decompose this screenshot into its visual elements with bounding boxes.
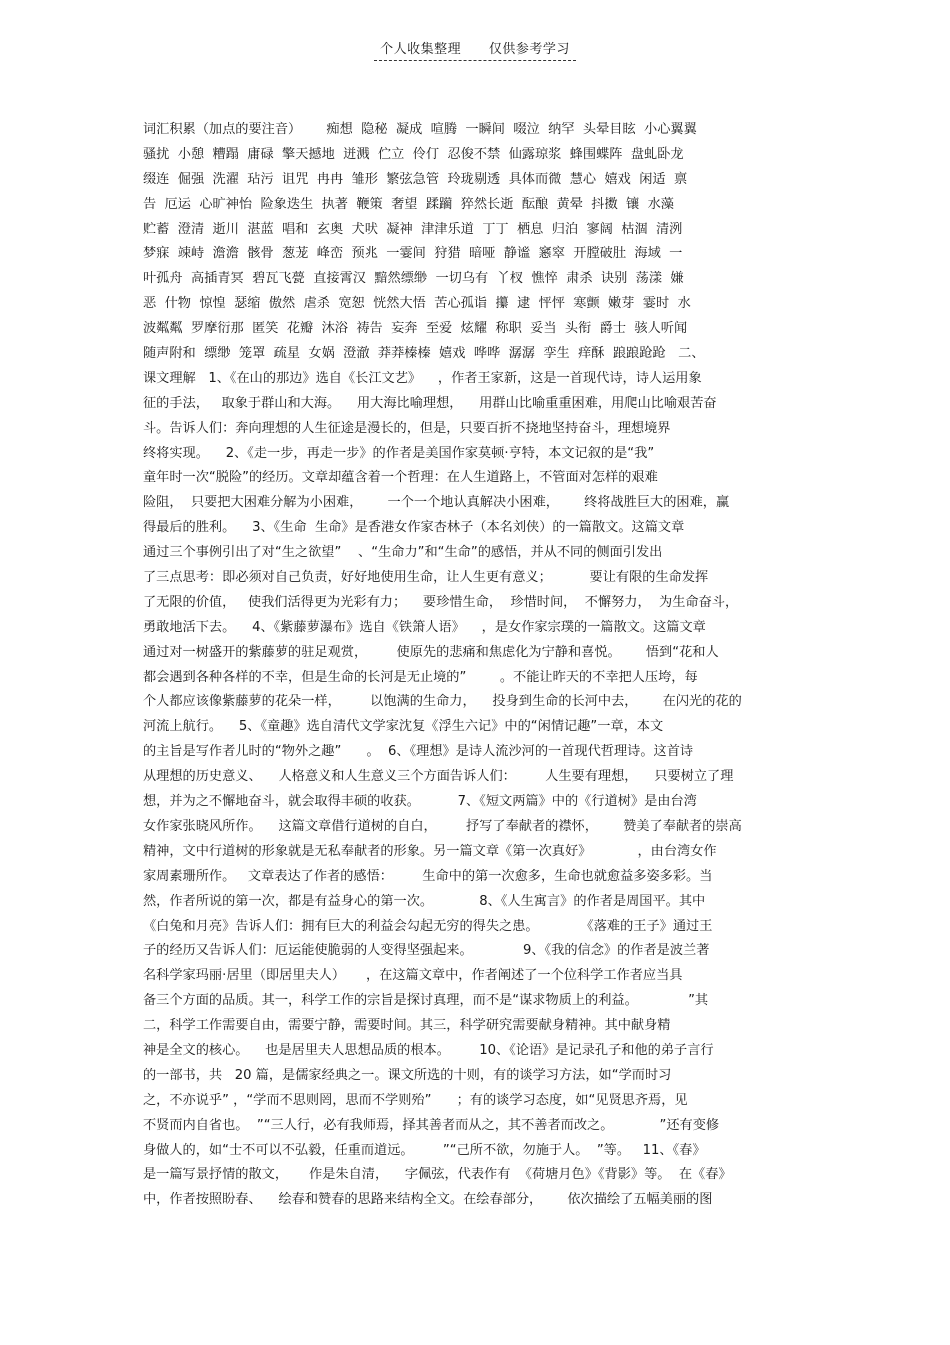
text-line: 从理想的历史意义、 人格意义和人生意义三个方面告诉人们： 人生要有理想， 只要树立了理	[143, 769, 734, 785]
text-line: 子的经历又告诉人们：厄运能使脆弱的人变得坚强起来。 9、《我的信念》的作者是波兰著	[143, 943, 710, 959]
text-line: 勇敢地活下去。 4、《紫藤萝瀑布》选自《铁箫人语》 ，是女作家宗璞的一篇散文。这篇文章	[143, 619, 706, 635]
text-line: 神是全文的核心。 也是居里夫人思想品质的根本。 10、《论语》是记录孔子和他的弟子言行	[143, 1042, 714, 1058]
text-line: 波粼粼 罗摩衍那 匿笑 花瓣 沐浴 祷告 妄奔 至爱 炫耀 称职 妥当 头衔 爵士 骇人听闻	[143, 321, 688, 337]
text-line: 河流上航行。 5、《童趣》选自清代文学家沈复《浮生六记》中的“闲情记趣”一章，本文	[143, 719, 664, 735]
text-line: 通过对一树盛开的紫藤萝的驻足观赏， 使原先的悲痛和焦虑化为宁静和喜悦。 悟到“花和人	[143, 644, 719, 660]
text-line: 二，科学工作需要自由，需要宁静，需要时间。其三，科学研究需要献身精神。其中献身精	[143, 1018, 671, 1034]
text-line: 不贤而内自省也。 ”“三人行，必有我师焉，择其善者而从之，其不善者而改之。 ”还有变修	[143, 1117, 720, 1133]
text-line: 梦寐 竦峙 澹澹 骸骨 葱茏 峰峦 预兆 一霎间 狩猎 暗哑 静谧 窸窣 开膛破肚 海域 一	[143, 246, 683, 262]
header-left: 个人收集整理	[380, 42, 462, 57]
text-line: 险阻， 只要把大困难分解为小困难， 一个一个地认真解决小困难， 终将战胜巨大的困难，赢	[143, 495, 730, 511]
text-line: 斗。告诉人们：奔向理想的人生征途是漫长的，但是，只要百折不挠地坚持奋斗，理想境界	[143, 420, 671, 436]
text-line: 的主旨是写作者儿时的“物外之趣” 。 6、《理想》是诗人流沙河的一首现代哲理诗。这首诗	[143, 744, 694, 760]
text-line: 想，并为之不懈地奋斗，就会取得丰硕的收获。 7、《短文两篇》中的《行道树》是由台湾	[143, 794, 697, 810]
text-line: 中，作者按照盼春、 绘春和赞春的思路来结构全文。在绘春部分， 依次描绘了五幅美丽的图	[143, 1192, 713, 1208]
text-line: 得最后的胜利。 3、《生命 生命》是香港女作家杏林子（本名刘侠）的一篇散文。这篇文章	[143, 520, 685, 536]
text-line: 缀连 倔强 洗濯 玷污 诅咒 冉冉 雏形 繁弦急管 玲珑剔透 具体而微 慧心 嬉戏 闲适 禀	[143, 171, 688, 187]
text-line: 然，作者所说的第一次，都是有益身心的第一次。 8、《人生寓言》的作者是周国平。其中	[143, 893, 706, 909]
text-line: 都会遇到各种各样的不幸，但是生命的长河是无止境的” 。不能让昨天的不幸把人压垮，每	[143, 669, 698, 685]
text-line: 之，不亦说乎” ，“学而不思则罔，思而不学则殆” ；有的谈学习态度，如“见贤思齐焉，见	[143, 1092, 688, 1108]
text-line: 精神，文中行道树的形象就是无私奉献者的形象。另一篇文章《第一次真好》 ，由台湾女作	[143, 843, 717, 859]
text-line: 身做人的，如“士不可以不弘毅，任重而道远。 ”“己所不欲，勿施于人。 ”等。 11、《春》	[143, 1142, 706, 1158]
text-line: 词汇积累（加点的要注音） 痴想 隐秘 凝成 喧腾 一瞬间 啜泣 纳罕 头晕目眩 小心翼翼	[143, 122, 697, 137]
text-line: 征的手法， 取象于群山和大海。 用大海比喻理想， 用群山比喻重重困难，用爬山比喻艰苦奋	[143, 395, 717, 411]
text-line: 骚扰 小憩 糟蹋 庸碌 擎天撼地 迸溅 伫立 伶仃 忍俊不禁 仙露琼浆 蜂围蝶阵 盘虬卧龙	[143, 146, 684, 162]
text-line: 备三个方面的品质。其一，科学工作的宗旨是探讨真理，而不是“谋求物质上的利益。 ”其	[143, 993, 709, 1009]
text-line: 通过三个事例引出了对“生之欲望” 、“生命力”和“生命”的感悟，并从不同的侧面引发出	[143, 545, 663, 561]
text-line: 恶 什物 惊惶 瑟缩 傲然 虐杀 宽恕 恍然大悟 苦心孤诣 攥 逮 怦怦 寒颤 嫩芽 霎时 水	[143, 296, 691, 312]
text-line: 名科学家玛丽·居里（即居里夫人） ，在这篇文章中，作者阐述了一个位科学工作者应当具	[143, 968, 683, 984]
text-line: 童年时一次“脱险”的经历。文章却蕴含着一个哲理：在人生道路上，不管面对怎样的艰难	[143, 470, 658, 486]
page-header	[0, 38, 950, 61]
text-line: 女作家张晓风所作。 这篇文章借行道树的自白， 抒写了奉献者的襟怀， 赞美了奉献者的崇高	[143, 818, 742, 834]
header-right: 仅供参考学习	[488, 42, 570, 57]
text-line: 个人都应该像紫藤萝的花朵一样， 以饱满的生命力， 投身到生命的长河中去， 在闪光的花的	[143, 694, 742, 710]
document-body	[143, 118, 809, 1213]
text-line: 贮蓄 澄清 逝川 湛蓝 唱和 玄奥 犬吠 凝神 津津乐道 丁丁 栖息 归泊 寥阔 枯涸 清洌	[143, 221, 683, 237]
text-line: 随声附和 缥缈 笼罩 疏星 女娲 澄澈 莽莽榛榛 嬉戏 哗哗 潺潺 孪生 痒酥 踉踉跄跄 二、	[143, 346, 705, 362]
text-line: 课文理解 1、《在山的那边》选自《长江文艺》 ，作者王家新，这是一首现代诗，诗人运用象	[143, 370, 702, 386]
header-text	[374, 38, 576, 61]
text-line: 的一部书，共 20 篇，是儒家经典之一。课文所选的十则，有的谈学习方法，如“学而时习	[143, 1067, 672, 1083]
text-line: 《白兔和月亮》告诉人们：拥有巨大的利益会勾起无穷的得失之患。 《落难的王子》通过王	[143, 918, 713, 934]
text-line: 了无限的价值， 使我们活得更为光彩有力； 要珍惜生命， 珍惜时间， 不懈努力， 为生命奋斗，	[143, 594, 739, 610]
text-line: 终将实现。 2、《走一步，再走一步》的作者是美国作家莫顿·亨特，本文记叙的是“我”	[143, 445, 655, 461]
text-line: 家周素珊所作。 文章表达了作者的感悟： 生命中的第一次愈多，生命也就愈益多姿多彩。当	[143, 868, 713, 884]
text-line: 是一篇写景抒情的散文， 作是朱自清， 字佩弦，代表作有 《荷塘月色》《背影》等。 在《春》	[143, 1167, 732, 1183]
text-line: 告 厄运 心旷神怡 险象迭生 执著 鞭策 奢望 蹂躏 猝然长逝 酝酿 黄晕 抖擞 镶 水藻	[143, 196, 674, 212]
text-line: 了三点思考：即必须对自己负责，好好地使用生命，让人生更有意义； 要让有限的生命发挥	[143, 570, 709, 586]
text-line: 叶孤舟 高插青冥 碧瓦飞甍 直接霄汉 黯然缥缈 一切乌有 丫杈 憔悴 肃杀 诀别 荡漾 嫌	[143, 271, 684, 287]
